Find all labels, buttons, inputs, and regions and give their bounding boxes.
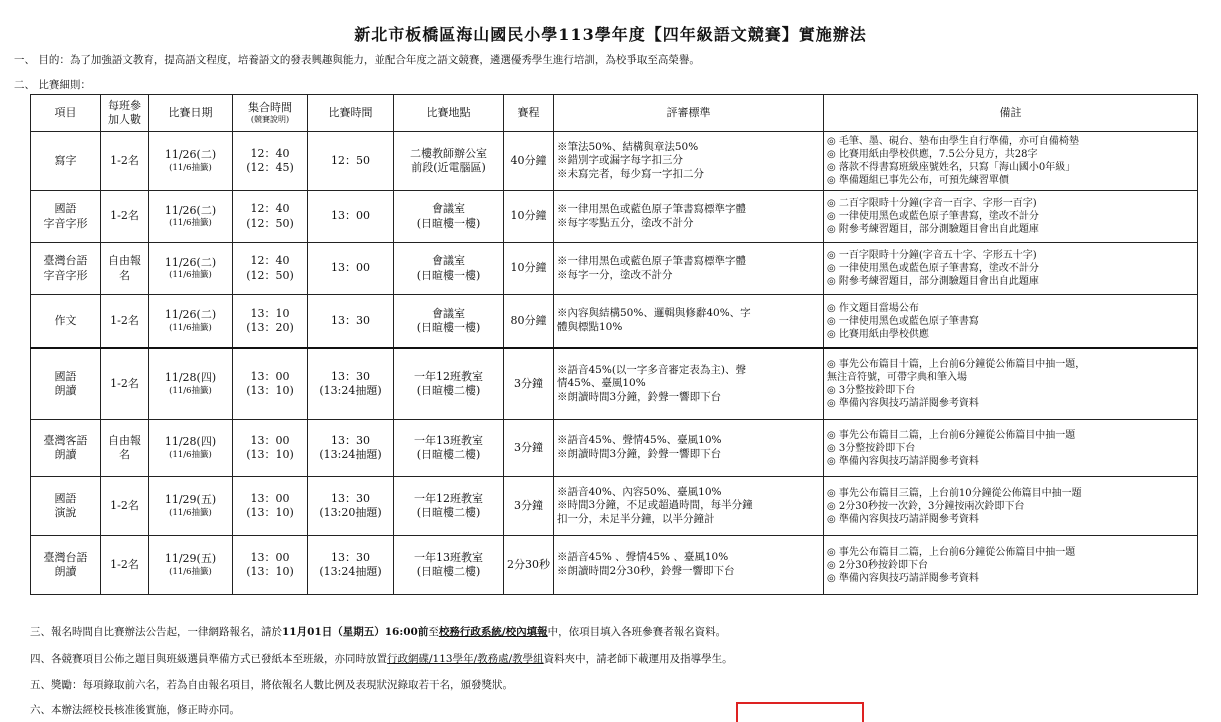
criteria-line: 扣一分，未足半分鐘，以半分鐘計: [557, 512, 715, 525]
table-row: [31, 420, 1198, 477]
item-name: 朗讀: [54, 384, 77, 397]
competition-time: 13：30: [331, 433, 370, 447]
table-row: [31, 477, 1198, 536]
count-cell: [101, 132, 149, 191]
red-stamp: [736, 702, 864, 722]
date-cell: [149, 243, 233, 295]
location-line: 一年12班教室: [414, 369, 483, 383]
location-line: (日暄樓二樓): [416, 384, 481, 397]
place-cell: [394, 132, 504, 191]
notes-cell: [824, 348, 1198, 420]
competition-date: 11/29(五): [164, 552, 217, 566]
item-name: 臺灣台語: [43, 254, 88, 268]
table-header-row: [31, 95, 1198, 132]
count-cell: [101, 477, 149, 536]
duration-cell: [504, 295, 554, 349]
note-line: ◎ 毛筆、墨、硯台、墊布由學生自行準備，亦可自備椅墊: [827, 136, 1079, 147]
note-line: 無注音符號，可帶字典和筆入場: [827, 372, 967, 383]
place-cell: [394, 243, 504, 295]
location-line: 會議室: [432, 254, 465, 268]
competition-time: 12：50: [331, 153, 370, 167]
duration-cell: [504, 420, 554, 477]
note-line: ◎ 準備內容與技巧請詳閱參考資料: [827, 455, 979, 467]
count-cell: [101, 191, 149, 243]
registration-deadline: 11月01日（星期五）16:00前: [282, 626, 429, 638]
criteria-line: 體與標點10%: [557, 321, 623, 333]
competition-time: (13:24抽題): [319, 448, 382, 461]
item-cell: [31, 132, 101, 191]
criteria-line: ※語音45%、聲情45%、臺風10%: [557, 434, 722, 447]
draw-date: (11/6抽籤): [169, 566, 212, 577]
gather-cell: [233, 477, 308, 536]
criteria-line: ※每字零點五分，塗改不計分: [557, 216, 694, 229]
competition-time: 13：00: [331, 261, 370, 275]
header-count-line: 每班參: [108, 98, 141, 112]
gather-cell: [233, 132, 308, 191]
note-line: ◎ 一律使用黑色或藍色原子筆書寫，塗改不計分: [827, 263, 1039, 274]
draw-date: (11/6抽籤): [169, 322, 212, 333]
note-line: ◎ 事先公布篇目三篇，上台前10分鐘從公佈篇目中抽一題: [827, 487, 1082, 499]
item-name: 國語: [54, 369, 77, 383]
notes-cell: [824, 132, 1198, 191]
competition-time: 13：30: [331, 491, 370, 505]
network-drive-path[interactable]: 行政網碟/113學年/教務處/教學組: [387, 653, 544, 665]
duration-cell: [504, 132, 554, 191]
duration: 3分鐘: [514, 376, 543, 390]
draw-date: (11/6抽籤): [169, 270, 212, 281]
criteria-cell: [554, 132, 824, 191]
header-count-line: 加人數: [108, 113, 141, 126]
competition-date: 11/26(二): [164, 255, 217, 269]
gather-time: 13：00: [250, 369, 290, 383]
date-cell: [149, 477, 233, 536]
time-cell: [308, 243, 394, 295]
registration-text: 至: [428, 626, 439, 638]
location-line: (日暄樓二樓): [416, 448, 481, 461]
duration: 3分鐘: [514, 498, 543, 512]
location-line: (日暄樓一樓): [416, 216, 481, 230]
note-line: ◎ 落款不得書寫班級座號姓名，只寫「海山國小0年級」: [827, 162, 1076, 173]
duration: 80分鐘: [510, 313, 547, 327]
note-line: ◎ 準備題組已事先公布，可預先練習單價: [827, 175, 1009, 186]
criteria-line: 情45%、臺風10%: [557, 377, 646, 390]
table-row: [31, 132, 1198, 191]
criteria-line: ※朗讀時間3分鐘，鈴聲一響即下台: [557, 390, 722, 403]
location-line: 前段(近電腦區): [411, 161, 486, 174]
time-cell: [308, 477, 394, 536]
table-row: [31, 191, 1198, 243]
gather-time: 13：10: [250, 306, 290, 320]
note-line: ◎ 事先公布篇目二篇，上台前6分鐘從公佈篇目中抽一題: [827, 429, 1076, 441]
note-line: ◎ 二百字限時十分鐘(字音一百字、字形一百字): [827, 198, 1037, 209]
competition-date: 11/26(二): [164, 203, 217, 217]
participant-count: 1-2名: [110, 313, 139, 327]
briefing-time: (12：50): [246, 268, 294, 282]
rules-heading: 二、 比賽細則：: [14, 79, 91, 91]
participant-count: 1-2名: [110, 376, 139, 390]
date-cell: [149, 295, 233, 349]
briefing-time: (12：50): [246, 216, 294, 230]
item-cell: [31, 536, 101, 595]
competition-time: 13：30: [331, 550, 370, 564]
header-gather: [233, 95, 308, 132]
count-cell: [101, 295, 149, 349]
registration-text: 中，依項目填入各班參賽者報名資料。: [547, 626, 727, 638]
criteria-line: ※未寫完者，每少寫一字扣二分: [557, 167, 704, 180]
note-line: ◎ 準備內容與技巧請詳閱參考資料: [827, 572, 979, 584]
location-line: 一年13班教室: [414, 433, 483, 447]
gather-cell: [233, 243, 308, 295]
header-item: 項目: [31, 95, 101, 132]
gather-time: 12：40: [250, 254, 290, 268]
criteria-cell: [554, 191, 824, 243]
gather-time: 12：40: [250, 146, 290, 160]
item-name: 臺灣客語: [43, 433, 88, 447]
header-place: 比賽地點: [394, 95, 504, 132]
purpose-text: 一、 目的：為了加強語文教育，提高語文程度，培養語文的發表興趣與能力，並配合年度之語文競賽，遴選優秀學生進行培訓，為校爭取至高榮譽。: [14, 54, 700, 66]
document-title: 新北市板橋區海山國民小學113學年度【四年級語文競賽】實施辦法: [354, 25, 867, 44]
draw-date: (11/6抽籤): [169, 385, 212, 396]
note-line: ◎ 一百字限時十分鐘(字音五十字、字形五十字): [827, 250, 1037, 261]
item-name: 字音字形: [43, 216, 88, 230]
competition-time: 13：30: [331, 313, 370, 327]
location-line: 會議室: [432, 306, 465, 320]
criteria-line: ※語音40%、內容50%、臺風10%: [557, 485, 722, 498]
item-name: 國語: [54, 202, 77, 216]
note-line: ◎ 一律使用黑色或藍色原子筆書寫: [827, 315, 979, 327]
gather-cell: [233, 536, 308, 595]
competition-date: 11/28(四): [164, 435, 217, 449]
draw-date: (11/6抽籤): [169, 507, 212, 518]
participant-count: 1-2名: [110, 209, 139, 223]
table-row: [31, 536, 1198, 595]
note-line: ◎ 準備內容與技巧請詳閱參考資料: [827, 513, 979, 525]
participant-count: 自由報名: [108, 433, 141, 461]
note-line: ◎ 3分整按鈴即下台: [827, 442, 916, 454]
briefing-time: (12：45): [246, 161, 294, 174]
briefing-time: (13：10): [246, 506, 294, 519]
place-cell: [394, 295, 504, 349]
header-date: 比賽日期: [149, 95, 233, 132]
time-cell: [308, 191, 394, 243]
date-cell: [149, 132, 233, 191]
item-cell: [31, 348, 101, 420]
footer-reward: 五、獎勵：每項錄取前六名，若為自由報名項目，將依報名人數比例及表現狀況錄取若干名，頒發獎狀。: [30, 679, 513, 691]
note-line: ◎ 事先公布篇目十篇，上台前6分鐘從公佈篇目中抽一題，: [827, 359, 1086, 370]
header-criteria: 評審標準: [554, 95, 824, 132]
note-line: ◎ 事先公布篇目二篇，上台前6分鐘從公佈篇目中抽一題: [827, 546, 1076, 558]
gather-time: 12：40: [250, 202, 290, 216]
note-line: ◎ 附參考練習題目，部分測驗題目會出自此題庫: [827, 276, 1039, 287]
briefing-time: (13：20): [246, 321, 294, 334]
item-cell: [31, 243, 101, 295]
date-cell: [149, 536, 233, 595]
registration-text: 三、報名時間自比賽辦法公告起，一律網路報名，請於: [30, 626, 282, 638]
competition-date: 11/26(二): [164, 148, 217, 162]
criteria-line: ※一律用黑色或藍色原子筆書寫標準字體: [557, 202, 746, 215]
criteria-cell: [554, 536, 824, 595]
count-cell: [101, 243, 149, 295]
location-line: (日暄樓二樓): [416, 565, 481, 578]
competition-time: (13:24抽題): [319, 565, 382, 578]
competition-date: 11/28(四): [164, 371, 217, 385]
gather-cell: [233, 348, 308, 420]
time-cell: [308, 295, 394, 349]
place-cell: [394, 536, 504, 595]
location-line: (日暄樓一樓): [416, 268, 481, 282]
header-count: [101, 95, 149, 132]
duration-cell: [504, 243, 554, 295]
header-gather-sub: (競賽說明): [250, 114, 290, 124]
table-row: [31, 243, 1198, 295]
location-line: 一年13班教室: [414, 550, 483, 564]
location-line: (日暄樓二樓): [416, 506, 481, 519]
criteria-line: ※一律用黑色或藍色原子筆書寫標準字體: [557, 254, 746, 267]
participant-count: 1-2名: [110, 557, 139, 571]
item-cell: [31, 477, 101, 536]
criteria-line: ※筆法50%、結構與章法50%: [557, 140, 699, 153]
gather-cell: [233, 420, 308, 477]
notes-cell: [824, 477, 1198, 536]
notes-cell: [824, 420, 1198, 477]
note-line: ◎ 比賽用紙由學校供應: [827, 328, 929, 340]
note-line: ◎ 準備內容與技巧請詳閱參考資料: [827, 398, 979, 409]
location-line: (日暄樓一樓): [416, 321, 481, 334]
competition-date: 11/26(二): [164, 308, 217, 322]
duration: 10分鐘: [510, 209, 547, 223]
duration-cell: [504, 348, 554, 420]
date-cell: [149, 348, 233, 420]
participant-count: 自由報名: [108, 254, 141, 282]
gather-time: 13：00: [250, 433, 290, 447]
participant-count: 1-2名: [110, 153, 139, 167]
criteria-line: ※語音45% 、聲情45% 、臺風10%: [557, 551, 729, 564]
time-cell: [308, 132, 394, 191]
item-name: 作文: [54, 313, 77, 327]
place-cell: [394, 477, 504, 536]
duration: 3分鐘: [514, 440, 543, 454]
item-name: 國語: [54, 491, 77, 505]
gather-time: 13：00: [250, 550, 290, 564]
item-name: 朗讀: [54, 565, 77, 578]
duration-cell: [504, 477, 554, 536]
item-cell: [31, 420, 101, 477]
competition-time: (13:20抽題): [319, 506, 382, 519]
date-cell: [149, 191, 233, 243]
notes-cell: [824, 191, 1198, 243]
questions-text: 四、各競賽項目公佈之題目與班級選員準備方式已發紙本至班級，亦同時放置: [30, 653, 387, 665]
criteria-cell: [554, 243, 824, 295]
header-time: 比賽時間: [308, 95, 394, 132]
participant-count: 1-2名: [110, 498, 139, 512]
header-duration: 賽程: [504, 95, 554, 132]
registration-system-link[interactable]: 校務行政系統/校內填報: [438, 626, 548, 638]
time-cell: [308, 420, 394, 477]
gather-cell: [233, 295, 308, 349]
questions-text: 資料夾中，請老師下載運用及指導學生。: [543, 653, 733, 665]
criteria-cell: [554, 295, 824, 349]
criteria-cell: [554, 477, 824, 536]
notes-cell: [824, 295, 1198, 349]
duration: 2分30秒: [507, 557, 550, 571]
count-cell: [101, 348, 149, 420]
count-cell: [101, 536, 149, 595]
note-line: ◎ 附參考練習題目，部分測驗題目會出自此題庫: [827, 224, 1039, 235]
item-cell: [31, 191, 101, 243]
criteria-line: ※語音45%(以一字多音審定表為主)、聲: [557, 363, 747, 376]
place-cell: [394, 348, 504, 420]
criteria-cell: [554, 348, 824, 420]
date-cell: [149, 420, 233, 477]
place-cell: [394, 420, 504, 477]
draw-date: (11/6抽籤): [169, 218, 212, 229]
duration: 40分鐘: [510, 153, 547, 167]
location-line: 會議室: [432, 202, 465, 216]
count-cell: [101, 420, 149, 477]
competition-time: 13：30: [331, 369, 370, 383]
duration-cell: [504, 536, 554, 595]
item-name: 演說: [54, 506, 77, 519]
item-cell: [31, 295, 101, 349]
criteria-line: ※每字一分，塗改不計分: [557, 268, 673, 281]
item-name: 寫字: [54, 153, 77, 167]
location-line: 一年12班教室: [414, 491, 483, 505]
draw-date: (11/6抽籤): [169, 162, 212, 173]
criteria-cell: [554, 420, 824, 477]
duration: 10分鐘: [510, 261, 547, 275]
notes-cell: [824, 243, 1198, 295]
footer-approval: 六、本辦法經校長核准後實施，修正時亦同。: [30, 704, 240, 716]
notes-cell: [824, 536, 1198, 595]
criteria-line: ※錯別字或漏字每字扣三分: [557, 154, 683, 167]
duration-cell: [504, 191, 554, 243]
location-line: 二樓教師辦公室: [410, 146, 487, 160]
item-name: 朗讀: [54, 448, 77, 461]
competition-date: 11/29(五): [164, 493, 217, 507]
note-line: ◎ 作文題目當場公布: [827, 302, 919, 314]
table-row: [31, 348, 1198, 420]
competition-time: 13：00: [331, 209, 370, 223]
criteria-line: ※時間3分鐘，不足或超過時間，每半分鐘: [557, 499, 753, 512]
briefing-time: (13：10): [246, 565, 294, 578]
note-line: ◎ 比賽用紙由學校供應，7.5公分見方，共28字: [827, 149, 1038, 160]
competition-table: [30, 94, 1198, 595]
item-name: 字音字形: [43, 268, 88, 282]
criteria-line: ※朗讀時間2分30秒，鈴聲一響即下台: [557, 565, 735, 577]
criteria-line: ※內容與結構50%、邏輯與修辭40%、字: [557, 307, 751, 320]
place-cell: [394, 191, 504, 243]
note-line: ◎ 2分30秒按一次鈴，3分鐘按兩次鈴即下台: [827, 500, 1025, 512]
briefing-time: (13：10): [246, 384, 294, 397]
gather-time: 13：00: [250, 491, 290, 505]
note-line: ◎ 2分30秒按鈴即下台: [827, 559, 928, 571]
footer-questions: [30, 651, 733, 666]
time-cell: [308, 536, 394, 595]
table-row: [31, 295, 1198, 349]
note-line: ◎ 3分整按鈴即下台: [827, 385, 916, 396]
time-cell: [308, 348, 394, 420]
competition-time: (13:24抽題): [319, 384, 382, 397]
gather-cell: [233, 191, 308, 243]
criteria-line: ※朗讀時間3分鐘，鈴聲一響即下台: [557, 448, 722, 460]
footer-registration: [30, 624, 726, 639]
item-name: 臺灣台語: [43, 550, 88, 564]
note-line: ◎ 一律使用黑色或藍色原子筆書寫，塗改不計分: [827, 211, 1039, 222]
briefing-time: (13：10): [246, 448, 294, 461]
header-gather-label: 集合時間: [248, 100, 292, 114]
header-notes: 備註: [824, 95, 1198, 132]
draw-date: (11/6抽籤): [169, 449, 212, 460]
